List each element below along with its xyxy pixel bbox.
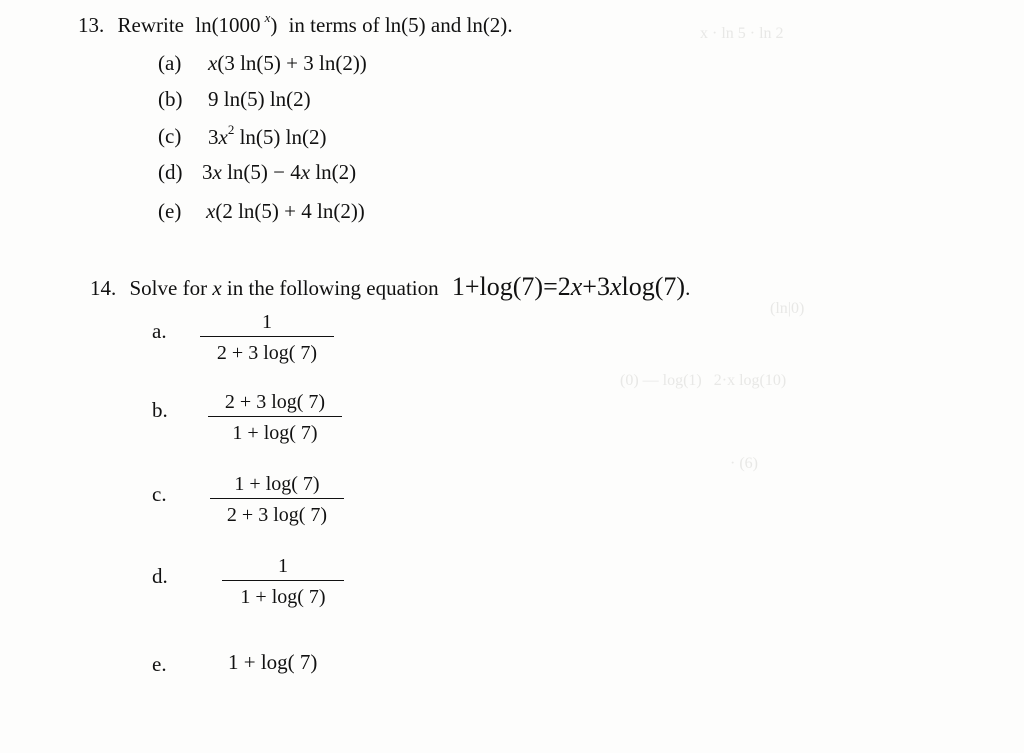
expression: ln(1000 $^x$) xyxy=(195,10,278,37)
option-label-c[interactable]: c. xyxy=(152,482,167,506)
option-label: (b) xyxy=(158,87,183,111)
numerator: 1 + log( 7) xyxy=(234,473,320,495)
option-text: 3x ln(5) − 4x ln(2) xyxy=(202,160,357,184)
option-label: (e) xyxy=(158,199,182,223)
option-text: $3x^2$ ln(5) ln(2) xyxy=(208,122,327,149)
option-c-fraction[interactable] xyxy=(210,474,344,525)
expression: ln(2) xyxy=(466,13,508,37)
prompt-text: Rewrite xyxy=(117,13,184,37)
denominator: 1 + log( 7) xyxy=(232,422,318,444)
prompt-text: Solve for xyxy=(129,276,208,300)
option-b[interactable] xyxy=(158,87,311,112)
option-a[interactable] xyxy=(158,51,367,76)
option-text: 9 ln(5) ln(2) xyxy=(208,87,311,111)
prompt-text: and xyxy=(430,13,462,37)
numerator: 1 xyxy=(278,555,288,577)
option-e-text[interactable]: 1 + log( 7) xyxy=(228,650,318,674)
question-number: 14. xyxy=(90,276,117,300)
option-label-b[interactable]: b. xyxy=(152,398,168,422)
denominator: 2 + 3 log( 7) xyxy=(216,342,318,364)
numerator: 2 + 3 log( 7) xyxy=(224,391,326,413)
prompt-text: in terms of xyxy=(288,13,380,37)
question-13-stem: 13. Rewrite ln(1000 $^x$) in terms of ln(5) and ln(2). xyxy=(78,10,513,37)
option-d[interactable] xyxy=(158,160,357,185)
option-label-d[interactable]: d. xyxy=(152,564,168,588)
numerator: 1 xyxy=(262,311,272,333)
option-b-fraction[interactable] xyxy=(208,392,342,443)
option-text: x(2 ln(5) + 4 ln(2)) xyxy=(206,199,365,223)
denominator: 1 + log( 7) xyxy=(240,586,326,608)
option-a-fraction[interactable] xyxy=(200,312,334,363)
option-c[interactable] xyxy=(158,122,327,149)
option-label: (d) xyxy=(158,160,183,184)
option-label: (c) xyxy=(158,124,182,148)
question-14-stem: 14. Solve for x in the following equation 1+log(7)=2x+3xlog(7). xyxy=(90,272,691,301)
variable: x xyxy=(212,276,222,300)
expression: ln(5) xyxy=(384,13,426,37)
option-e[interactable] xyxy=(158,199,365,224)
equation: 1+log(7)=2x+3xlog(7) xyxy=(451,272,686,301)
option-label: (a) xyxy=(158,51,182,75)
option-text: x(3 ln(5) + 3 ln(2)) xyxy=(208,51,367,75)
option-d-fraction[interactable] xyxy=(222,556,344,607)
denominator: 2 + 3 log( 7) xyxy=(226,504,328,526)
prompt-text: in the following equation xyxy=(226,276,439,300)
option-label-e[interactable]: e. xyxy=(152,652,167,676)
question-number: 13. xyxy=(78,13,105,37)
option-label-a[interactable]: a. xyxy=(152,319,167,343)
